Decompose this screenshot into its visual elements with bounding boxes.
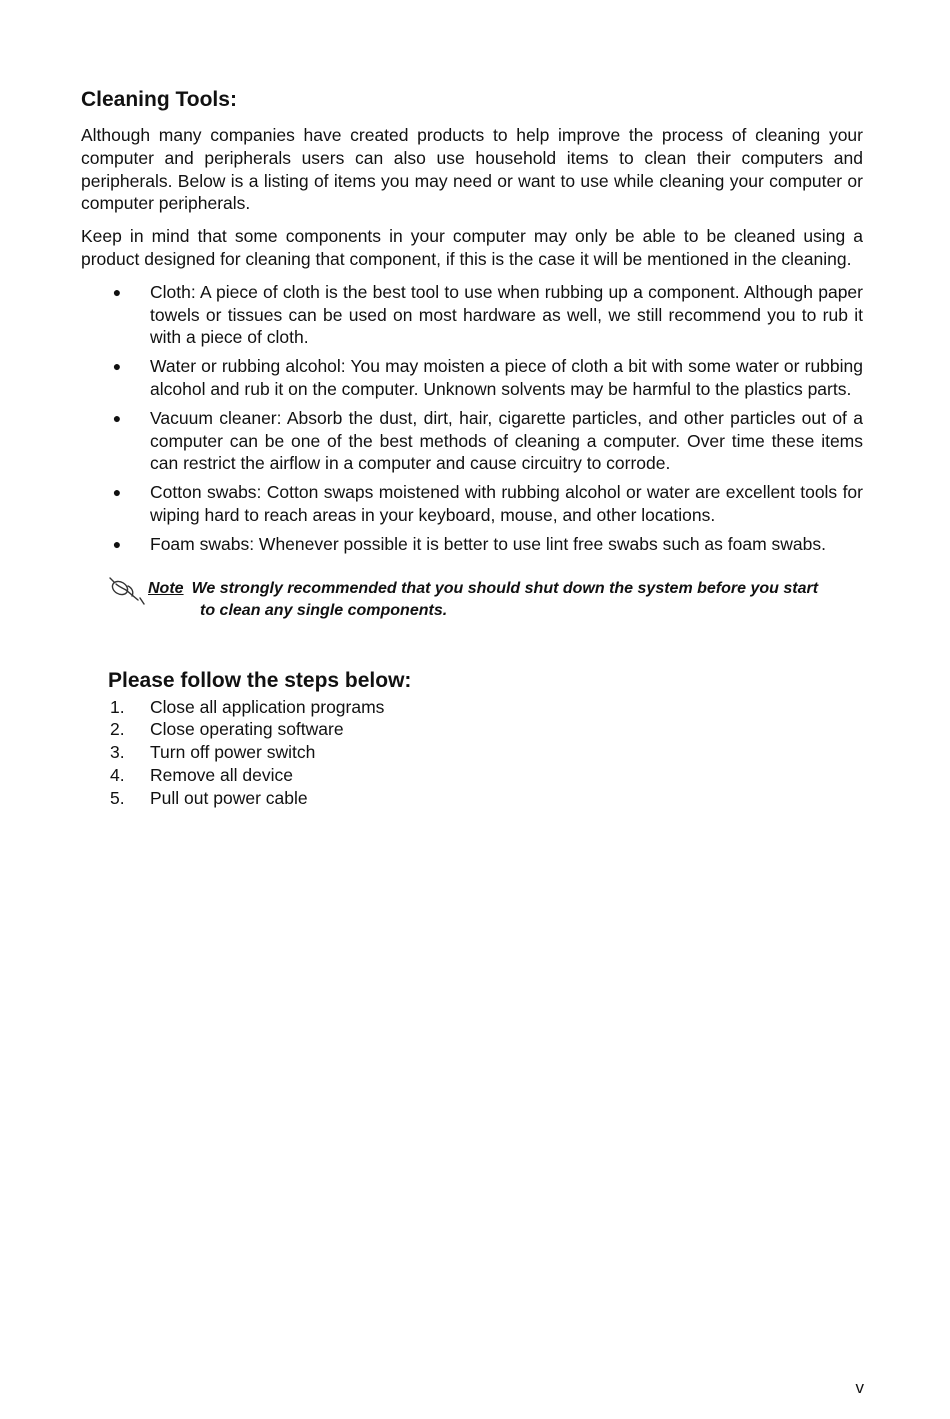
step-number: 1. — [110, 696, 125, 717]
section-title: Cleaning Tools: — [81, 88, 237, 111]
list-item — [81, 696, 863, 719]
list-item — [81, 481, 863, 527]
step-number: 2. — [110, 719, 125, 740]
pushpin-note-icon — [106, 576, 146, 606]
steps-title: Please follow the steps below: — [108, 668, 412, 692]
list-item-text: Vacuum cleaner: Absorb the dust, dirt, hair, cigarette particles, and other particles out of a computer can be one of the best methods of cleaning a computer. Over time these items can restrict the airflow in a computer and cause circuitry to corrode. — [150, 407, 863, 474]
note-callout — [81, 578, 863, 638]
document-page — [81, 86, 863, 810]
step-number: 3. — [110, 742, 125, 763]
page-number: v — [855, 1378, 864, 1397]
bullet-icon: ● — [112, 535, 122, 552]
list-item-text: Water or rubbing alcohol: You may moisten a piece of cloth a bit with some water or rubbing alcohol and rub it on the computer. Unknown solvents may be harmful to the plastics parts. — [150, 356, 863, 399]
step-number: 5. — [110, 787, 125, 808]
bullet-icon: ● — [112, 484, 122, 501]
list-item — [81, 355, 863, 401]
note-line-1: We strongly recommended that you should shut down the system before you start — [191, 579, 819, 597]
note-text — [148, 578, 863, 623]
list-item — [81, 787, 863, 810]
steps-list — [81, 696, 863, 810]
list-item — [81, 764, 863, 787]
list-item — [81, 407, 863, 475]
keep-in-mind-paragraph: Keep in mind that some components in your computer may only be able to be cleaned using a product designed for cleaning that component, if this is the case it will be mentioned in the cleaning. — [81, 226, 863, 269]
list-item — [81, 741, 863, 764]
step-text: Turn off power switch — [150, 742, 316, 763]
bullet-icon: ● — [112, 409, 122, 426]
step-text: Pull out power cable — [150, 787, 308, 808]
list-item — [81, 281, 863, 349]
list-item-text: Foam swabs: Whenever possible it is better to use lint free swabs such as foam swabs. — [150, 533, 826, 554]
step-text: Remove all device — [150, 764, 293, 785]
step-text: Close operating software — [150, 719, 344, 740]
step-text: Close all application programs — [150, 696, 385, 717]
list-item-text: Cloth: A piece of cloth is the best tool to use when rubbing up a component. Although paper towels or tissues can be used on most hardware as well, we still recommend you to rub it with a piece of cloth. — [150, 281, 863, 348]
list-item — [81, 718, 863, 741]
list-item — [81, 533, 863, 556]
note-label: Note — [148, 579, 184, 597]
note-line-2: to clean any single components. — [200, 602, 448, 620]
cleaning-tools-list — [81, 281, 863, 556]
step-number: 4. — [110, 764, 125, 785]
bullet-icon: ● — [112, 358, 122, 375]
list-item-text: Cotton swabs: Cotton swaps moistened with rubbing alcohol or water are excellent tools for wiping hard to reach areas in your keyboard, mouse, and other locations. — [150, 482, 863, 525]
intro-paragraph: Although many companies have created products to help improve the process of cleaning your computer and peripherals users can also use household items to clean their computers and peripherals. Below is a listing of items you may need or want to use while cleaning your computer or computer peripherals. — [81, 125, 863, 214]
bullet-icon: ● — [112, 283, 122, 300]
